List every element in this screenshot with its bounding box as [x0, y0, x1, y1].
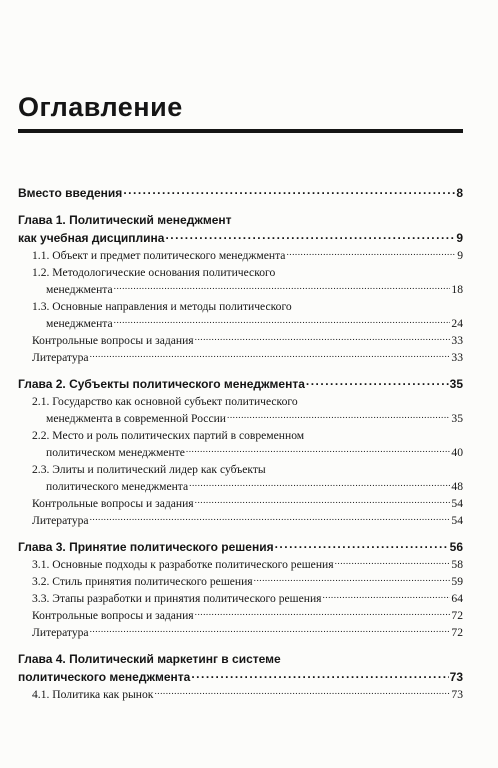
dot-leader: [306, 376, 449, 388]
toc-section-1-2-line1[interactable]: 1.2. Методологические основания политического: [32, 266, 276, 279]
toc-questions-2[interactable]: [18, 495, 463, 512]
dot-leader: [186, 444, 451, 456]
toc-entry-label: Контрольные вопросы и задания: [32, 609, 194, 622]
toc-page-number: 58: [451, 558, 463, 571]
dot-leader: [335, 556, 451, 568]
toc-page-number: 9: [457, 249, 463, 262]
toc-section-2-1[interactable]: [18, 410, 463, 427]
toc-page-number: 73: [451, 688, 463, 701]
toc-page-number: 64: [451, 592, 463, 605]
toc-page-number: 35: [451, 412, 463, 425]
toc-section-2-1-line1[interactable]: 2.1. Государство как основной субъект политического: [32, 395, 298, 408]
toc-chapter-1[interactable]: [18, 229, 463, 247]
toc-entry-label: Глава 3. Принятие политического решения: [18, 540, 274, 554]
toc-page-number: 18: [451, 283, 463, 296]
toc-entry-intro[interactable]: [18, 184, 463, 202]
toc-chapter-1-title-line1[interactable]: Глава 1. Политический менеджмент: [18, 213, 232, 227]
toc-chapter-4-title-line1[interactable]: Глава 4. Политический маркетинг в системе: [18, 652, 281, 666]
toc-entry-label: Контрольные вопросы и задания: [32, 334, 194, 347]
toc-page-number: 54: [451, 514, 463, 527]
toc-entry-label: Литература: [32, 514, 89, 527]
dot-leader: [191, 669, 448, 681]
toc-entry-label: как учебная дисциплина: [18, 231, 165, 245]
toc-page-number: 8: [456, 186, 463, 200]
toc-page-number: 56: [449, 540, 463, 554]
toc-section-3-3[interactable]: [18, 590, 463, 607]
toc-entry-label: менеджмента: [46, 317, 113, 330]
dot-leader: [90, 349, 451, 361]
dot-leader: [195, 607, 451, 619]
toc-page-number: 24: [451, 317, 463, 330]
toc-entry-label: политическом менеджменте: [46, 446, 185, 459]
dot-leader: [114, 315, 451, 327]
toc-page-number: 72: [451, 609, 463, 622]
dot-leader: [165, 230, 455, 242]
toc-section-1-3-line1[interactable]: 1.3. Основные направления и методы политического: [32, 300, 292, 313]
dot-leader: [195, 495, 451, 507]
toc-entry-label: менеджмента в современной России: [46, 412, 226, 425]
toc-chapter-4[interactable]: [18, 668, 463, 686]
toc-page-number: 9: [456, 231, 463, 245]
toc-page-number: 59: [451, 575, 463, 588]
dot-leader: [123, 185, 455, 197]
toc-section-2-2-line1[interactable]: 2.2. Место и роль политических партий в современном: [32, 429, 305, 442]
toc-entry-label: Глава 2. Субъекты политического менеджмента: [18, 377, 305, 391]
toc-section-1-1[interactable]: [18, 247, 463, 264]
toc-entry-label: 3.1. Основные подходы к разработке политического решения: [32, 558, 334, 571]
toc-page-number: 48: [451, 480, 463, 493]
toc-section-3-2[interactable]: [18, 573, 463, 590]
dot-leader: [189, 478, 450, 490]
dot-leader: [227, 410, 450, 422]
toc-page-number: 54: [451, 497, 463, 510]
dot-leader: [195, 332, 451, 344]
toc-entry-label: 4.1. Политика как рынок: [32, 688, 154, 701]
toc-chapter-3[interactable]: [18, 538, 463, 556]
toc-page-number: 72: [451, 626, 463, 639]
toc-entry-label: политического менеджмента: [18, 670, 191, 684]
toc-entry-label: Вместо введения: [18, 186, 123, 200]
toc-entry-label: Контрольные вопросы и задания: [32, 497, 194, 510]
toc-literature-1[interactable]: [18, 349, 463, 366]
toc-literature-2[interactable]: [18, 512, 463, 529]
title-underline: [18, 129, 463, 133]
toc-literature-3[interactable]: [18, 624, 463, 641]
dot-leader: [322, 590, 450, 602]
toc-section-4-1[interactable]: [18, 686, 463, 703]
toc-page-number: 35: [449, 377, 463, 391]
toc-page-number: 73: [449, 670, 463, 684]
toc-entry-label: 3.3. Этапы разработки и принятия политического решения: [32, 592, 322, 605]
dot-leader: [254, 573, 451, 585]
toc-page-number: 33: [451, 334, 463, 347]
dot-leader: [90, 512, 451, 524]
toc-section-3-1[interactable]: [18, 556, 463, 573]
dot-leader: [90, 624, 451, 636]
toc-questions-1[interactable]: [18, 332, 463, 349]
dot-leader: [275, 539, 449, 551]
toc-section-1-2[interactable]: [18, 281, 463, 298]
toc-entry-label: Литература: [32, 626, 89, 639]
toc-section-2-2[interactable]: [18, 444, 463, 461]
toc-chapter-2[interactable]: [18, 375, 463, 393]
toc-questions-3[interactable]: [18, 607, 463, 624]
toc-page-number: 33: [451, 351, 463, 364]
dot-leader: [114, 281, 451, 293]
dot-leader: [154, 686, 450, 698]
toc-entry-label: политического менеджмента: [46, 480, 189, 493]
toc-page-number: 40: [451, 446, 463, 459]
toc-section-2-3-line1[interactable]: 2.3. Элиты и политический лидер как субъекты: [32, 463, 266, 476]
dot-leader: [286, 247, 456, 259]
toc-section-1-3[interactable]: [18, 315, 463, 332]
table-of-contents: [18, 184, 463, 703]
toc-entry-label: Литература: [32, 351, 89, 364]
toc-entry-label: менеджмента: [46, 283, 113, 296]
page-title: Оглавление: [18, 92, 183, 122]
toc-entry-label: 3.2. Стиль принятия политического решения: [32, 575, 253, 588]
toc-entry-label: 1.1. Объект и предмет политического менеджмента: [32, 249, 286, 262]
toc-section-2-3[interactable]: [18, 478, 463, 495]
